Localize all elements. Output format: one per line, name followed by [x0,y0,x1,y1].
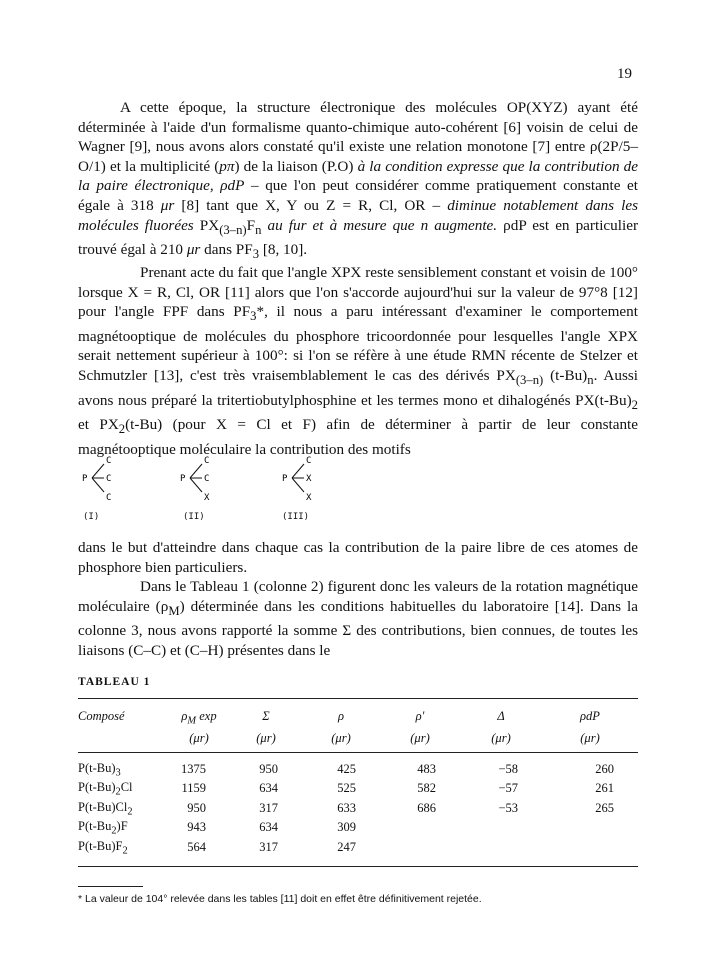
table-row [78,818,638,838]
table-header-cell: ρ [302,699,380,729]
table-header-cell: Σ [230,699,302,729]
table-cell: 309 [337,820,356,835]
data-table [78,698,638,867]
footnote: * La valeur de 104° relevée dans les tables [11] doit en effet être définitivement rejetée. [78,893,482,905]
table-unit-cell: (μr) [380,729,460,753]
table-cell: 317 [259,800,278,815]
table-unit-cell: (μr) [230,729,302,753]
motif-atom: C [106,493,112,503]
table-cell [380,818,460,838]
motif-atom: C [306,456,312,466]
table-cell: 950 [187,800,206,815]
table-unit-cell: (μr) [460,729,542,753]
motif-atom: X [306,493,312,503]
paragraph-1: A cette époque, la structure électronique des molécules OP(XYZ) ayant été déterminée à l'aide d'un formalisme quanto-chimique auto-cohérent [6] voisin de celui de Wagner [9], nous avons alors constaté qu'il existe une relation monotone [7] entre ρ(2P/5–O/1) et la multiplicité (pπ) de la liaison (P.O) à la condition expresse que la contribution de la paire électronique, ρdP – que l'on peut considérer comme pratiquement constante et égale à 318 μr [8] tant que X, Y ou Z = R, Cl, OR – diminue notablement dans les molécules fluorées $PX_{(3-n)}F_n$ au fur et à mesure que n augmente. ρdP est en particulier trouvé égal à 210 μr dans $PF_3$ [8, 10]. [78,99,639,262]
motif-2 [176,448,236,528]
motif-2-diagram [176,448,236,510]
table-cell: 950 [259,761,278,776]
motif-1-label: (I) [83,512,100,522]
table-row [78,799,638,819]
table-cell: 425 [337,761,356,776]
footnote-divider [78,886,143,887]
body-continuation [78,538,638,661]
motif-3-diagram [278,448,338,510]
table-unit-cell: (μr) [168,729,230,753]
motif-atom: X [306,474,312,484]
motif-1 [78,448,138,528]
table-row [78,779,638,799]
table-cell: 1375 [181,761,206,776]
table-row [78,838,638,867]
motif-atom: P [180,474,186,484]
motif-atom: C [106,474,112,484]
table-cell: 582 [417,781,436,796]
motif-3-label: (III) [282,512,310,522]
table-unit-row [78,729,638,753]
motif-atom: C [204,474,210,484]
table-body [78,752,638,867]
table-cell: 634 [259,781,278,796]
table-row [78,752,638,779]
motif-atom: P [282,474,288,484]
table-cell: −57 [498,781,518,796]
paragraph-3: dans le but d'atteindre dans chaque cas la contribution de la paire libre de ces atomes de phosphore bien particuliers. [78,539,638,576]
motif-atom: C [106,456,112,466]
table-cell: 1159 [181,781,206,796]
paragraph-4: Dans le Tableau 1 (colonne 2) figurent donc les valeurs de la rotation magnétique moléculaire $(\rho_M)$ déterminée dans les conditions habituelles du laboratoire [14]. Dans la colonne 3, nous avons rapporté la somme Σ des contributions, bien connues, de toutes les liaisons (C–C) et (C–H) présentes dans le [78,578,638,659]
motif-3 [278,448,338,528]
table-cell: 265 [595,800,614,815]
table-cell [542,838,638,867]
table-cell [380,838,460,867]
table-unit-cell: (μr) [542,729,638,753]
table-cell: −58 [498,761,518,776]
motif-atom: X [204,493,210,503]
table-unit-cell [78,729,168,753]
table-header-cell: $\rho_M$ exp [168,699,230,729]
table-cell: $P(t-Bu)F_2$ [78,838,168,867]
table-cell: 483 [417,761,436,776]
table-cell: 564 [168,838,230,867]
motif-atom: P [82,474,88,484]
table-cell: $P(t-Bu_2)F$ [78,819,128,837]
table-cell [460,838,542,867]
table-cell: $P(t-Bu)_3$ [78,760,121,778]
table-cell: 633 [337,800,356,815]
motif-atom: C [204,456,210,466]
table-cell: 317 [230,838,302,867]
table-header-cell: ρdP [542,699,638,729]
table-cell: 525 [337,781,356,796]
table-header-cell: ρ' [380,699,460,729]
table-cell [542,818,638,838]
table-cell [460,818,542,838]
page-number: 19 [617,66,632,82]
motif-structures [78,448,378,528]
table-cell: $P(t-Bu)Cl_2$ [78,799,133,817]
table-cell: 247 [302,838,380,867]
table-cell: 943 [187,820,206,835]
table-header-cell: Δ [460,699,542,729]
motif-1-diagram [78,448,138,510]
table-header-row [78,699,638,729]
table-cell: −53 [498,800,518,815]
paragraph-2: Prenant acte du fait que l'angle XPX reste sensiblement constant et voisin de 100° lorsque X = R, Cl, OR [11] alors que l'on s'accorde aujourd'hui sur la valeur de 97°8 [12] pour l'angle FPF dans $PF_3*$, il nous a paru intéressant d'examiner le comportement magnétooptique de molécules du phosphore tricoordonnée pour lesquelles l'angle XPX serait nettement supérieur à 100°: si l'on se réfère à une étude RMN récente de Stelzer et Schmutzler [13], c'est très vraisemblablement le cas des dérivés $PX_{(3-n)}$ $(t-Bu)_n$. Aussi avons nous préparé la tritertiobutylphosphine et les termes mono et dihalogénés $PX(t-Bu)_2$ et $PX_2(t-Bu)$ (pour X = Cl et F) afin de déterminer à partir de leur constante magnétooptique moléculaire la contribution des motifs [78,264,639,458]
table-title: TABLEAU 1 [78,676,151,688]
table-cell: 634 [259,820,278,835]
table-cell: 261 [595,781,614,796]
table-cell: 686 [417,800,436,815]
motif-2-label: (II) [183,512,205,522]
table-unit-cell: (μr) [302,729,380,753]
table-1 [78,698,638,867]
table-cell: $P(t-Bu)_2Cl$ [78,780,133,798]
table-cell: 260 [595,761,614,776]
table-header-cell: Composé [78,699,168,729]
